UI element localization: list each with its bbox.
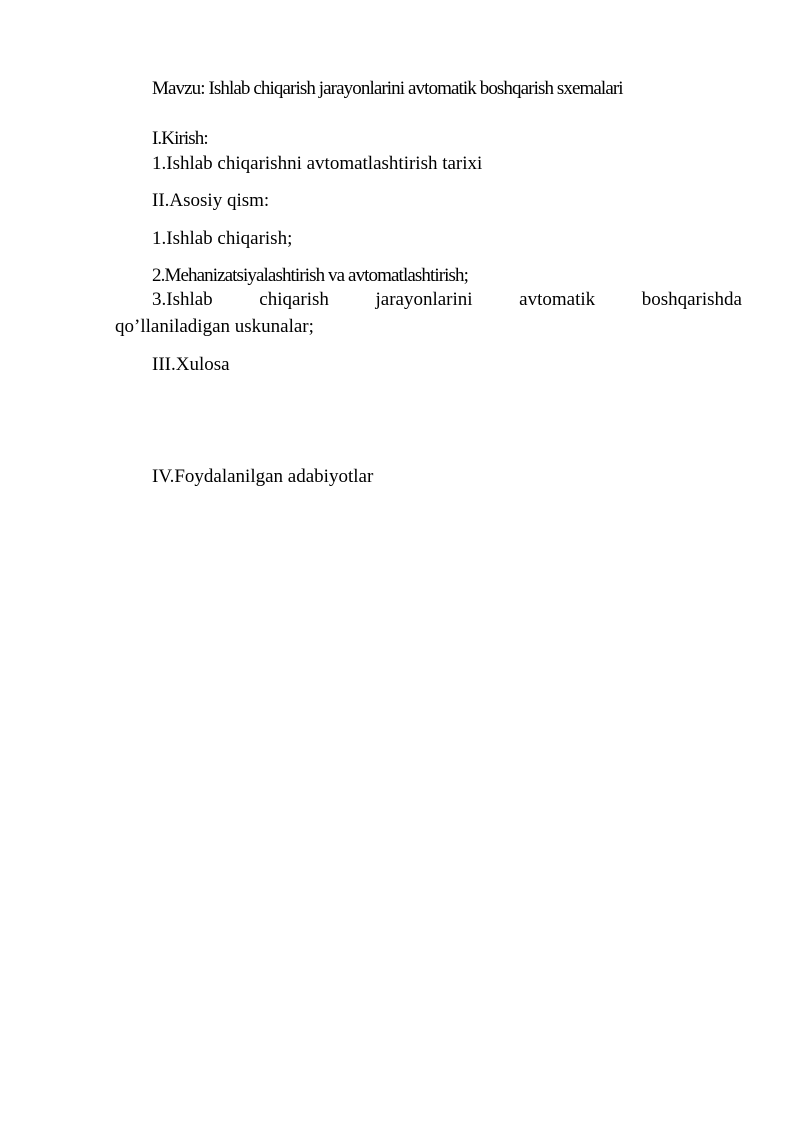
main-heading: II.Asosiy qism: bbox=[152, 190, 270, 211]
intro-item-1: 1.Ishlab chiqarishni avtomatlashtirish tarixi bbox=[152, 153, 483, 174]
references-heading: IV.Foydalanilgan adabiyotlar bbox=[152, 466, 374, 487]
conclusion-heading: III.Xulosa bbox=[152, 354, 230, 375]
intro-heading: I.Kirish: bbox=[152, 128, 208, 149]
main-item-2: 2.Mehanizatsiyalashtirish va avtomatlashtirish; bbox=[152, 265, 468, 286]
main-item-3-word: boshqarishda bbox=[641, 289, 742, 310]
main-item-3-word: avtomatik bbox=[519, 289, 596, 310]
document-title: Mavzu: Ishlab chiqarish jarayonlarini avtomatik boshqarish sxemalari bbox=[152, 78, 623, 99]
main-item-3-word: chiqarish bbox=[259, 289, 329, 310]
main-item-3-continuation: qo’llaniladigan uskunalar; bbox=[115, 316, 314, 337]
main-item-3-word: jarayonlarini bbox=[375, 289, 473, 310]
main-item-3-word: 3.Ishlab bbox=[152, 289, 213, 310]
main-item-3-first-line bbox=[152, 289, 742, 311]
main-item-1: 1.Ishlab chiqarish; bbox=[152, 228, 293, 249]
